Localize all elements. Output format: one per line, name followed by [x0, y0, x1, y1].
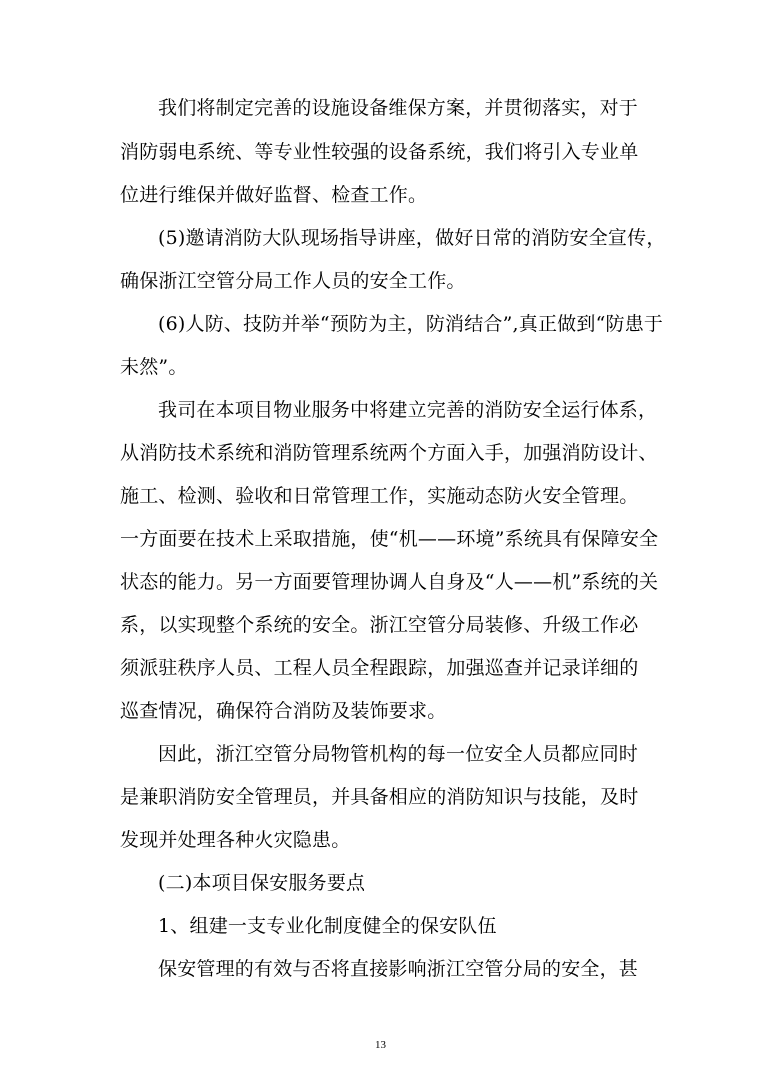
text-line: 从消防技术系统和消防管理系统两个方面入手，加强消防设计、 — [120, 442, 658, 464]
section-heading: (二)本项目保安服务要点 — [158, 872, 366, 894]
text-line: 确保浙江空管分局工作人员的安全工作。 — [120, 270, 466, 292]
text-line: 我司在本项目物业服务中将建立完善的消防安全运行体系， — [158, 399, 658, 421]
text-line: 保安管理的有效与否将直接影响浙江空管分局的安全，甚 — [158, 958, 639, 980]
subsection-heading: 1、组建一支专业化制度健全的保安队伍 — [158, 915, 497, 937]
text-line: (6)人防、技防并举“预防为主，防消结合”,真正做到“防患于 — [158, 313, 664, 335]
text-line: 发现并处理各种火灾隐患。 — [120, 829, 351, 851]
text-line: 巡查情况，确保符合消防及装饰要求。 — [120, 700, 447, 722]
page-number: 13 — [375, 1039, 386, 1051]
text-line: 是兼职消防安全管理员，并具备相应的消防知识与技能，及时 — [120, 786, 639, 808]
text-line: (5)邀请消防大队现场指导讲座，做好日常的消防安全宣传， — [158, 227, 666, 249]
text-line: 须派驻秩序人员、工程人员全程跟踪，加强巡查并记录详细的 — [120, 657, 639, 679]
text-line: 因此，浙江空管分局物管机构的每一位安全人员都应同时 — [158, 743, 639, 765]
text-line: 消防弱电系统、等专业性较强的设备系统，我们将引入专业单 — [120, 141, 639, 163]
text-line: 状态的能力。另一方面要管理协调人自身及“人——机”系统的关 — [120, 571, 659, 593]
text-line: 一方面要在技术上采取措施，使“机——环境”系统具有保障安全 — [120, 528, 659, 550]
text-line: 施工、检测、验收和日常管理工作，实施动态防火安全管理。 — [120, 485, 639, 507]
text-line: 系，以实现整个系统的安全。浙江空管分局装修、升级工作必 — [120, 614, 639, 636]
text-line: 我们将制定完善的设施设备维保方案，并贯彻落实，对于 — [158, 97, 639, 119]
text-line: 位进行维保并做好监督、检查工作。 — [120, 184, 428, 206]
text-line: 未然”。 — [120, 356, 188, 378]
